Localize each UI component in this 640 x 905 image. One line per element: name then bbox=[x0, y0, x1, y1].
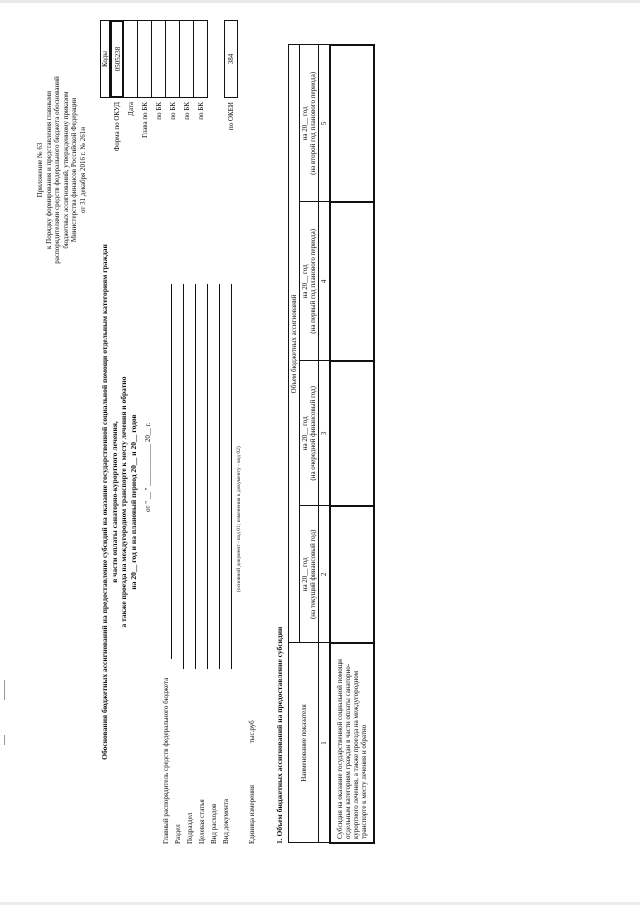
document-title bbox=[100, 242, 138, 762]
code-value bbox=[194, 20, 208, 98]
unit-of-measure bbox=[248, 720, 256, 844]
field-expense-type bbox=[210, 284, 222, 844]
appendix-line: распорядителями средств федерального бюджета обоснований bbox=[53, 76, 61, 264]
field-target-article bbox=[198, 284, 210, 844]
title-line: Обоснования бюджетных ассигнований на предоставление субсидий на оказание государственной социальной помощи отдельным категориям граждан в части оплаты санаторно-курортного лечения, bbox=[100, 244, 119, 760]
code-row-okei bbox=[224, 20, 238, 280]
code-value bbox=[124, 20, 138, 98]
code-row-bk bbox=[166, 20, 180, 280]
col-next-year bbox=[300, 361, 319, 506]
code-label: по БК bbox=[169, 102, 177, 120]
title-line: на 20__ год и на плановый период 20__ и 20__ годов bbox=[128, 414, 138, 590]
col-number: 3 bbox=[319, 361, 331, 506]
col-indicator-name: Наименование показателя bbox=[289, 643, 319, 843]
field-chief-administrator bbox=[162, 284, 174, 844]
table-row bbox=[330, 45, 374, 843]
codes-header: Коды bbox=[100, 20, 110, 98]
subsidy-table bbox=[288, 44, 375, 844]
col-number: 4 bbox=[319, 202, 331, 361]
field-label: Главный распорядитель средств федерального бюджета bbox=[162, 677, 170, 844]
code-value bbox=[138, 20, 152, 98]
code-label: Глава по БК bbox=[141, 102, 149, 138]
field-label: Подраздел bbox=[186, 812, 194, 844]
code-value bbox=[152, 20, 166, 98]
field-document-type bbox=[222, 284, 234, 844]
code-row-bk bbox=[152, 20, 166, 280]
appendix-line: к Порядку формирования и представления главными bbox=[44, 91, 53, 249]
col-year-sub: (на текущий финансовый год) bbox=[309, 529, 317, 620]
col-current-year bbox=[300, 506, 319, 643]
data-cell bbox=[330, 506, 374, 643]
col-plan-year-1 bbox=[300, 202, 319, 361]
field-label: Вид документа bbox=[222, 798, 230, 844]
appendix-line: Министерства финансов Российской Федерации bbox=[70, 97, 78, 243]
code-row-okud bbox=[110, 20, 124, 280]
code-label: по БК bbox=[197, 102, 205, 120]
appendix-header bbox=[36, 20, 87, 320]
field-line bbox=[219, 284, 220, 669]
col-year-sub: (на первый год планового периода) bbox=[309, 228, 317, 334]
date-line: от " __ " ____________ 20__ г. bbox=[144, 422, 152, 512]
col-plan-year-2 bbox=[300, 45, 319, 202]
code-value bbox=[180, 20, 194, 98]
code-label: по БК bbox=[183, 102, 191, 120]
code-value: 0505238 bbox=[110, 20, 124, 98]
col-year-label: на 20__ год bbox=[301, 557, 309, 592]
col-number: 1 bbox=[319, 643, 331, 843]
field-line bbox=[207, 284, 208, 669]
code-value bbox=[166, 20, 180, 98]
table-header-row bbox=[289, 45, 300, 843]
unit-label: Единица измерения bbox=[248, 785, 256, 844]
data-cell bbox=[330, 202, 374, 361]
document-type-note: (основной документ - код 01; изменения к документу - код 02) bbox=[236, 446, 242, 592]
col-number: 2 bbox=[319, 506, 331, 643]
col-number: 5 bbox=[319, 45, 331, 202]
col-group-allocations: Объем бюджетных ассигнований bbox=[289, 45, 300, 643]
row-label: Субсидия на оказание государственной социальной помощи отдельным категориям граждан в части оплаты санаторно-курортного лечения, а также проезда на междугородном транспорте к месту лечения и обратно bbox=[330, 643, 374, 843]
field-line bbox=[195, 284, 196, 669]
rotated-document-sheet bbox=[30, 12, 620, 892]
field-label: Раздел bbox=[174, 824, 182, 844]
field-line bbox=[171, 284, 172, 659]
col-year-label: на 20__ год bbox=[301, 106, 309, 141]
code-row-date bbox=[124, 20, 138, 280]
code-value: 384 bbox=[224, 20, 238, 98]
code-row-bk bbox=[194, 20, 208, 280]
code-label: по ОКЕИ bbox=[227, 102, 235, 131]
unit-value: тыс.руб bbox=[248, 720, 256, 744]
scan-artifact-mark bbox=[4, 735, 5, 745]
col-year-label: на 20__ год bbox=[301, 264, 309, 299]
appendix-line: бюджетных ассигнований, утвержденному приказом bbox=[61, 91, 70, 249]
field-line bbox=[183, 284, 184, 669]
code-label: по БК bbox=[155, 102, 163, 120]
code-label: Форма по ОКУД bbox=[113, 102, 121, 152]
appendix-line: Приложение № 63 bbox=[36, 142, 44, 198]
code-row-glava bbox=[138, 20, 152, 280]
data-cell bbox=[330, 45, 374, 202]
data-cell bbox=[330, 361, 374, 506]
field-line bbox=[231, 284, 232, 669]
code-row-bk bbox=[180, 20, 194, 280]
field-label: Целевая статья bbox=[198, 799, 206, 844]
col-year-sub: (на второй год планового периода) bbox=[309, 71, 317, 175]
col-year-sub: (на очередной финансовый год) bbox=[309, 386, 317, 481]
field-section bbox=[174, 284, 186, 844]
scan-artifact-mark bbox=[4, 680, 5, 700]
title-line: а также проезда на междугородном транспорте к месту лечения и обратно bbox=[119, 376, 128, 628]
field-label: Вид расходов bbox=[210, 803, 218, 844]
appendix-line: от 31 декабря 2016 г. № 261н bbox=[78, 126, 87, 214]
table-number-row bbox=[319, 45, 331, 843]
code-label: Дата bbox=[127, 102, 135, 116]
section-1-title: 1. Объем бюджетных ассигнований на предоставление субсидии bbox=[275, 626, 284, 844]
field-subsection bbox=[186, 284, 198, 844]
col-year-label: на 20__ год bbox=[301, 416, 309, 451]
